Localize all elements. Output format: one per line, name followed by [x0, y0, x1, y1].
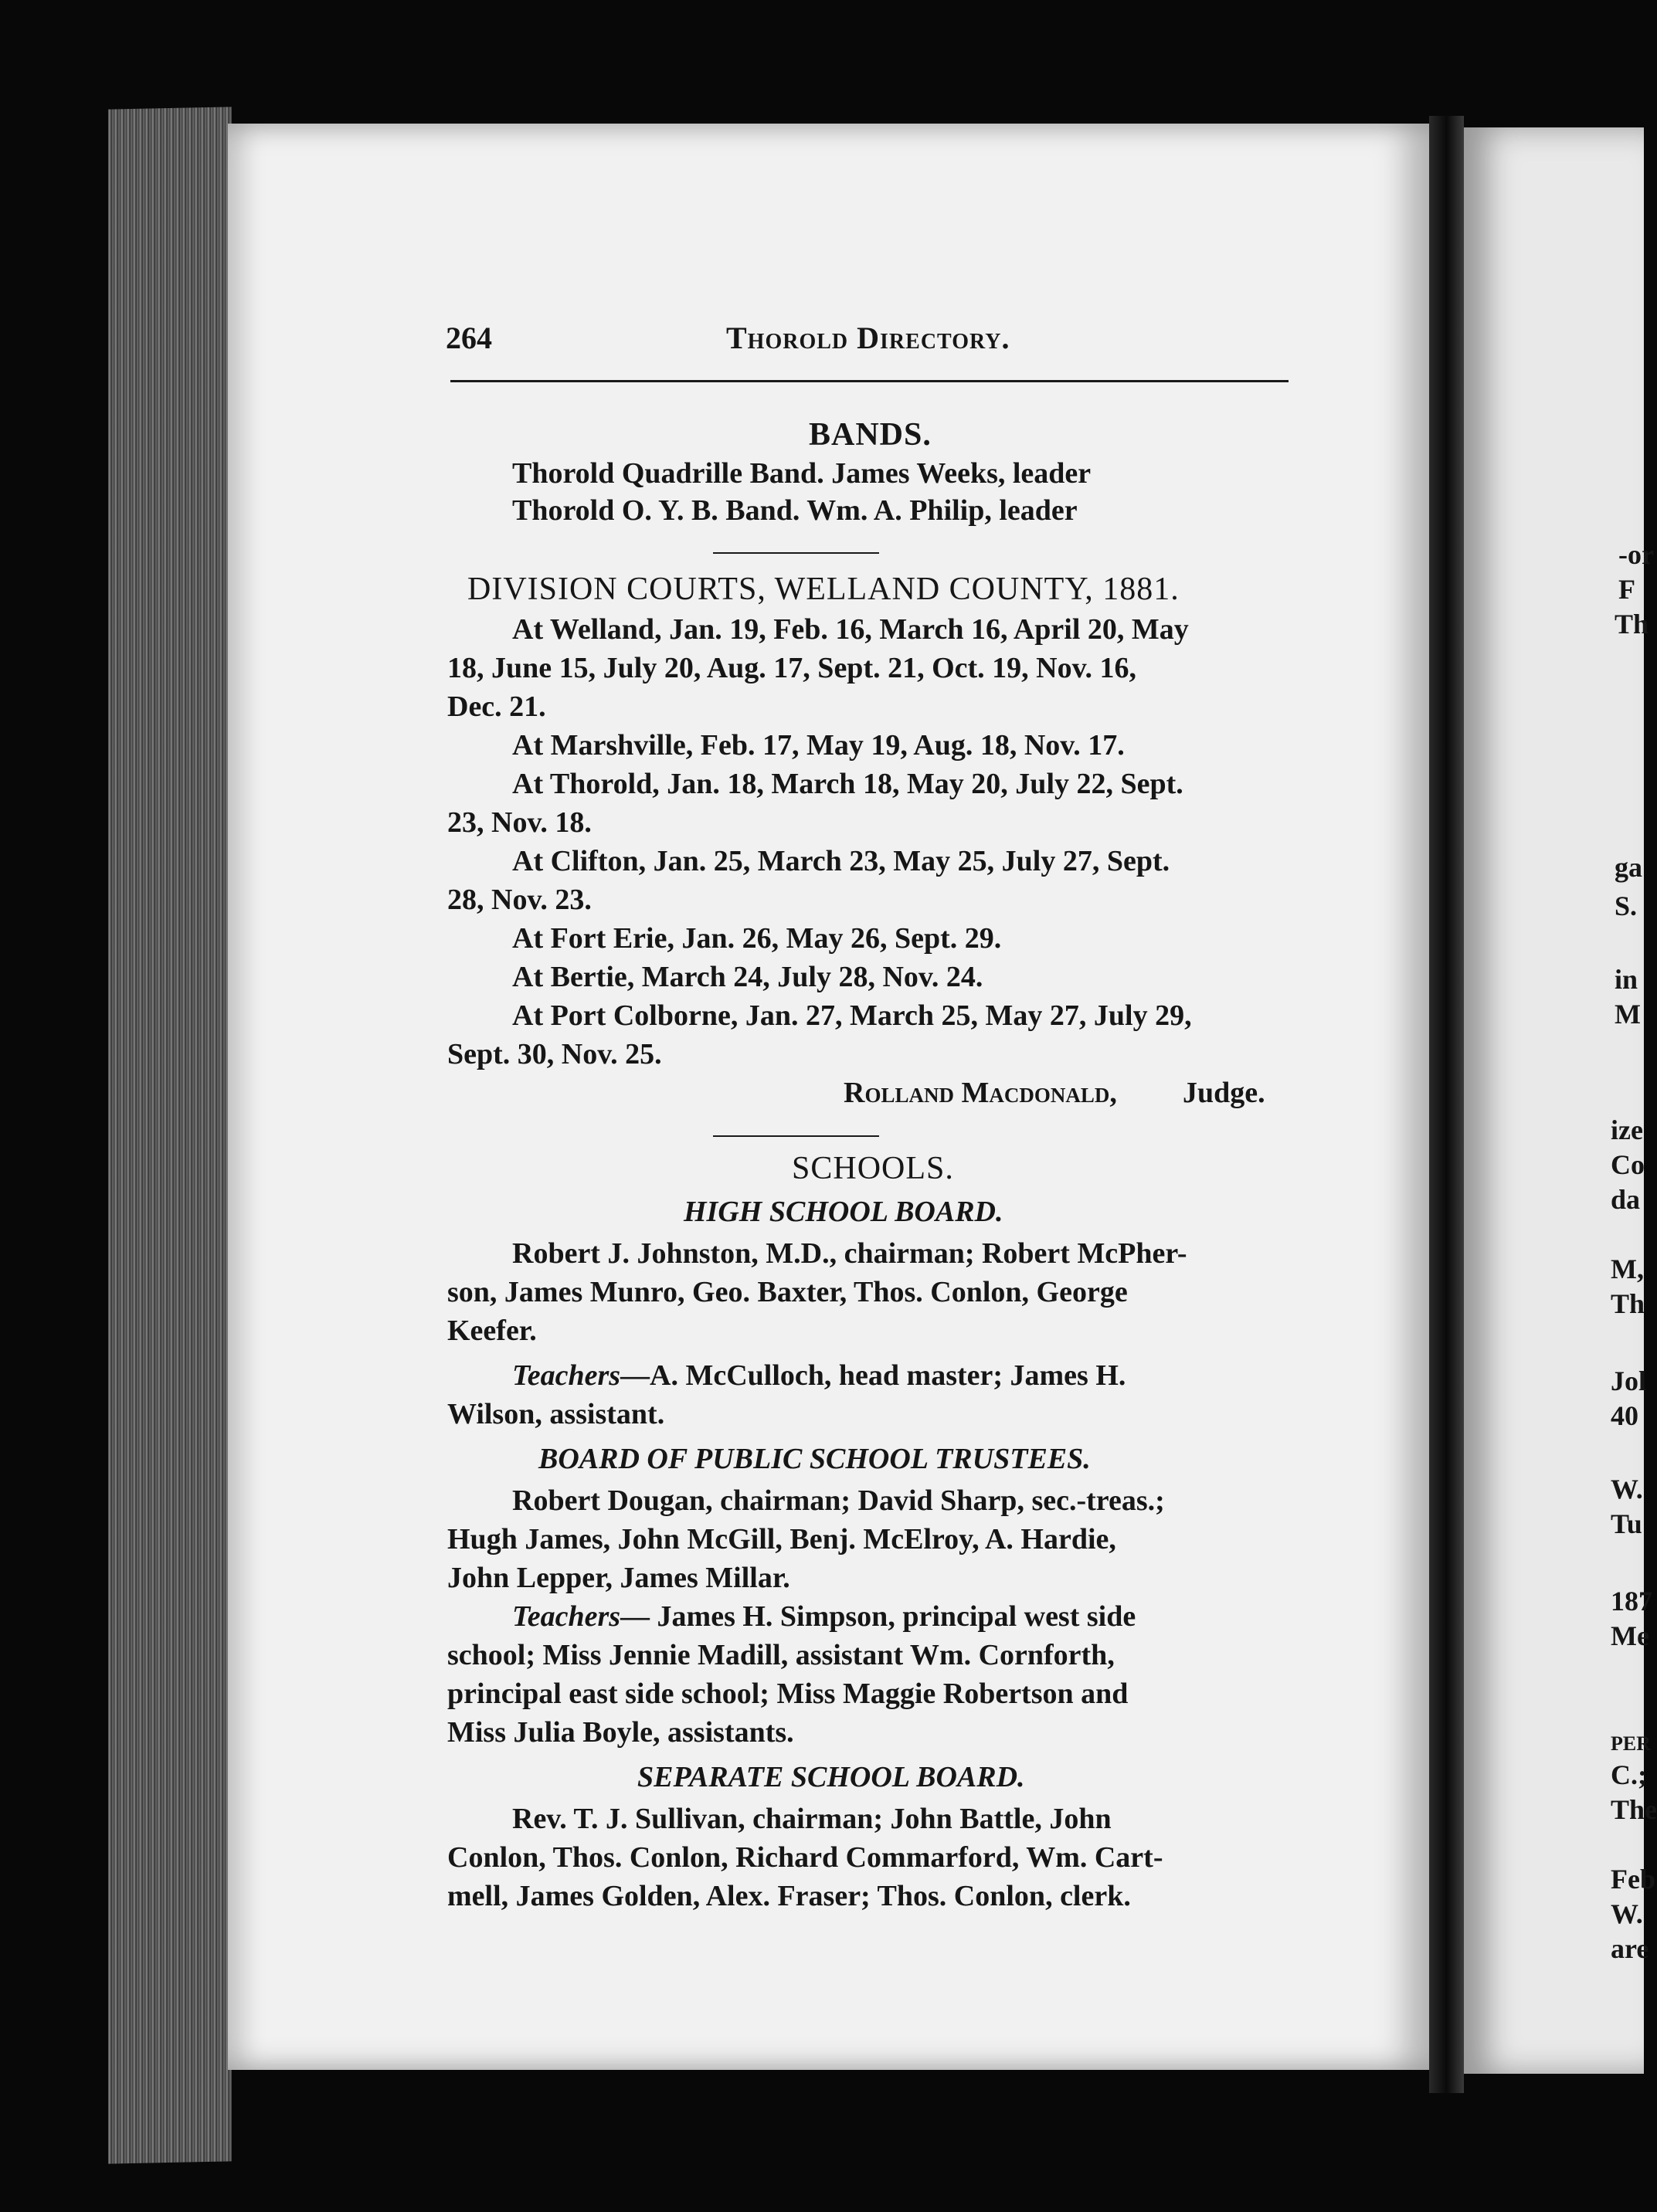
- facing-page-fragment: [1464, 127, 1657, 2074]
- teachers-text: — James H. Simpson, principal west side: [620, 1600, 1136, 1633]
- fragment-text: are: [1611, 1933, 1649, 1964]
- courts-line: 18, June 15, July 20, Aug. 17, Sept. 21, Oct. 19, Nov. 16,: [447, 652, 1137, 684]
- courts-line: At Marshville, Feb. 17, May 19, Aug. 18, Nov. 17.: [512, 729, 1125, 762]
- judge-title: Judge.: [1183, 1077, 1265, 1109]
- fragment-text: M,: [1611, 1254, 1644, 1284]
- courts-line: Sept. 30, Nov. 25.: [447, 1038, 662, 1070]
- public-school-line: John Lepper, James Millar.: [447, 1562, 790, 1594]
- high-school-heading: HIGH SCHOOL BOARD.: [684, 1196, 1003, 1228]
- teachers-label: Teachers: [512, 1600, 621, 1633]
- page-number: 264: [446, 321, 492, 355]
- bands-heading: BANDS.: [809, 417, 932, 453]
- separate-school-line: Rev. T. J. Sullivan, chairman; John Battle, John: [512, 1803, 1112, 1835]
- public-school-heading: BOARD OF PUBLIC SCHOOL TRUSTEES.: [538, 1443, 1091, 1475]
- book-page-edges: [108, 107, 232, 2163]
- schools-heading: SCHOOLS.: [792, 1151, 954, 1186]
- courts-line: 23, Nov. 18.: [447, 806, 592, 839]
- fragment-text: da: [1611, 1184, 1641, 1215]
- public-school-line: Hugh James, John McGill, Benj. McElroy, A. Hardie,: [447, 1523, 1116, 1556]
- fragment-text: in: [1615, 964, 1638, 995]
- teachers-label: Teachers: [512, 1359, 621, 1392]
- fragment-text: Th: [1615, 609, 1649, 640]
- fragment-text: The: [1611, 1794, 1657, 1825]
- courts-line: At Clifton, Jan. 25, March 23, May 25, July 27, Sept.: [512, 845, 1170, 877]
- running-head: Thorold Directory.: [726, 321, 1010, 355]
- public-school-teachers: [512, 1599, 1136, 1634]
- high-school-line: son, James Munro, Geo. Baxter, Thos. Conlon, George: [447, 1276, 1128, 1308]
- courts-line: Dec. 21.: [447, 690, 546, 723]
- public-school-line: Robert Dougan, chairman; David Sharp, sec.-treas.;: [512, 1484, 1165, 1517]
- section-rule: [713, 1135, 879, 1137]
- courts-line: At Fort Erie, Jan. 26, May 26, Sept. 29.: [512, 922, 1002, 955]
- fragment-text: M: [1615, 999, 1641, 1030]
- fragment-text: Th: [1611, 1288, 1645, 1319]
- courts-heading: DIVISION COURTS, WELLAND COUNTY, 1881.: [467, 572, 1180, 607]
- high-school-teachers: [512, 1358, 1126, 1393]
- fragment-text: C.;: [1611, 1759, 1647, 1790]
- courts-line: At Bertie, March 24, July 28, Nov. 24.: [512, 961, 983, 993]
- book-gutter: [1429, 116, 1464, 2093]
- fragment-text: W.: [1611, 1474, 1643, 1505]
- courts-line: 28, Nov. 23.: [447, 884, 592, 916]
- fragment-text: Co: [1611, 1149, 1645, 1180]
- directory-page: [228, 124, 1429, 2070]
- teachers-text: —A. McCulloch, head master; James H.: [620, 1359, 1126, 1392]
- fragment-text: Jol: [1611, 1366, 1647, 1396]
- fragment-text: -or: [1618, 539, 1654, 570]
- fragment-text: Tu: [1611, 1508, 1642, 1539]
- section-rule: [713, 552, 879, 554]
- header-rule: [450, 380, 1289, 382]
- fragment-text: ga: [1615, 852, 1642, 883]
- public-school-teachers-line: school; Miss Jennie Madill, assistant Wm. Cornforth,: [447, 1639, 1115, 1671]
- fragment-text: F: [1618, 574, 1635, 605]
- fragment-text: 187: [1611, 1586, 1652, 1617]
- judge-name: Rolland Macdonald,: [844, 1077, 1117, 1109]
- public-school-teachers-line: principal east side school; Miss Maggie Robertson and: [447, 1678, 1129, 1710]
- public-school-teachers-line: Miss Julia Boyle, assistants.: [447, 1716, 794, 1749]
- fragment-text: PER: [1611, 1732, 1651, 1755]
- fragment-text: 40: [1611, 1400, 1638, 1431]
- courts-line: At Port Colborne, Jan. 27, March 25, May 27, July 29,: [512, 999, 1192, 1032]
- separate-school-line: mell, James Golden, Alex. Fraser; Thos. Conlon, clerk.: [447, 1880, 1131, 1912]
- fragment-text: Me: [1611, 1620, 1649, 1651]
- fragment-text: S.: [1615, 891, 1638, 921]
- fragment-text: ize: [1611, 1114, 1643, 1145]
- bands-line: Thorold O. Y. B. Band. Wm. A. Philip, leader: [512, 494, 1078, 527]
- high-school-line: Robert J. Johnston, M.D., chairman; Robert McPher-: [512, 1237, 1187, 1270]
- separate-school-line: Conlon, Thos. Conlon, Richard Commarford, Wm. Cart-: [447, 1841, 1163, 1874]
- fragment-text: Feb: [1611, 1864, 1655, 1895]
- courts-line: At Welland, Jan. 19, Feb. 16, March 16, April 20, May: [512, 613, 1189, 646]
- high-school-teachers-line: Wilson, assistant.: [447, 1398, 665, 1430]
- high-school-line: Keefer.: [447, 1315, 537, 1347]
- courts-line: At Thorold, Jan. 18, March 18, May 20, July 22, Sept.: [512, 768, 1183, 800]
- fragment-text: W.: [1611, 1898, 1643, 1929]
- separate-school-heading: SEPARATE SCHOOL BOARD.: [637, 1761, 1025, 1793]
- bands-line: Thorold Quadrille Band. James Weeks, leader: [512, 457, 1092, 490]
